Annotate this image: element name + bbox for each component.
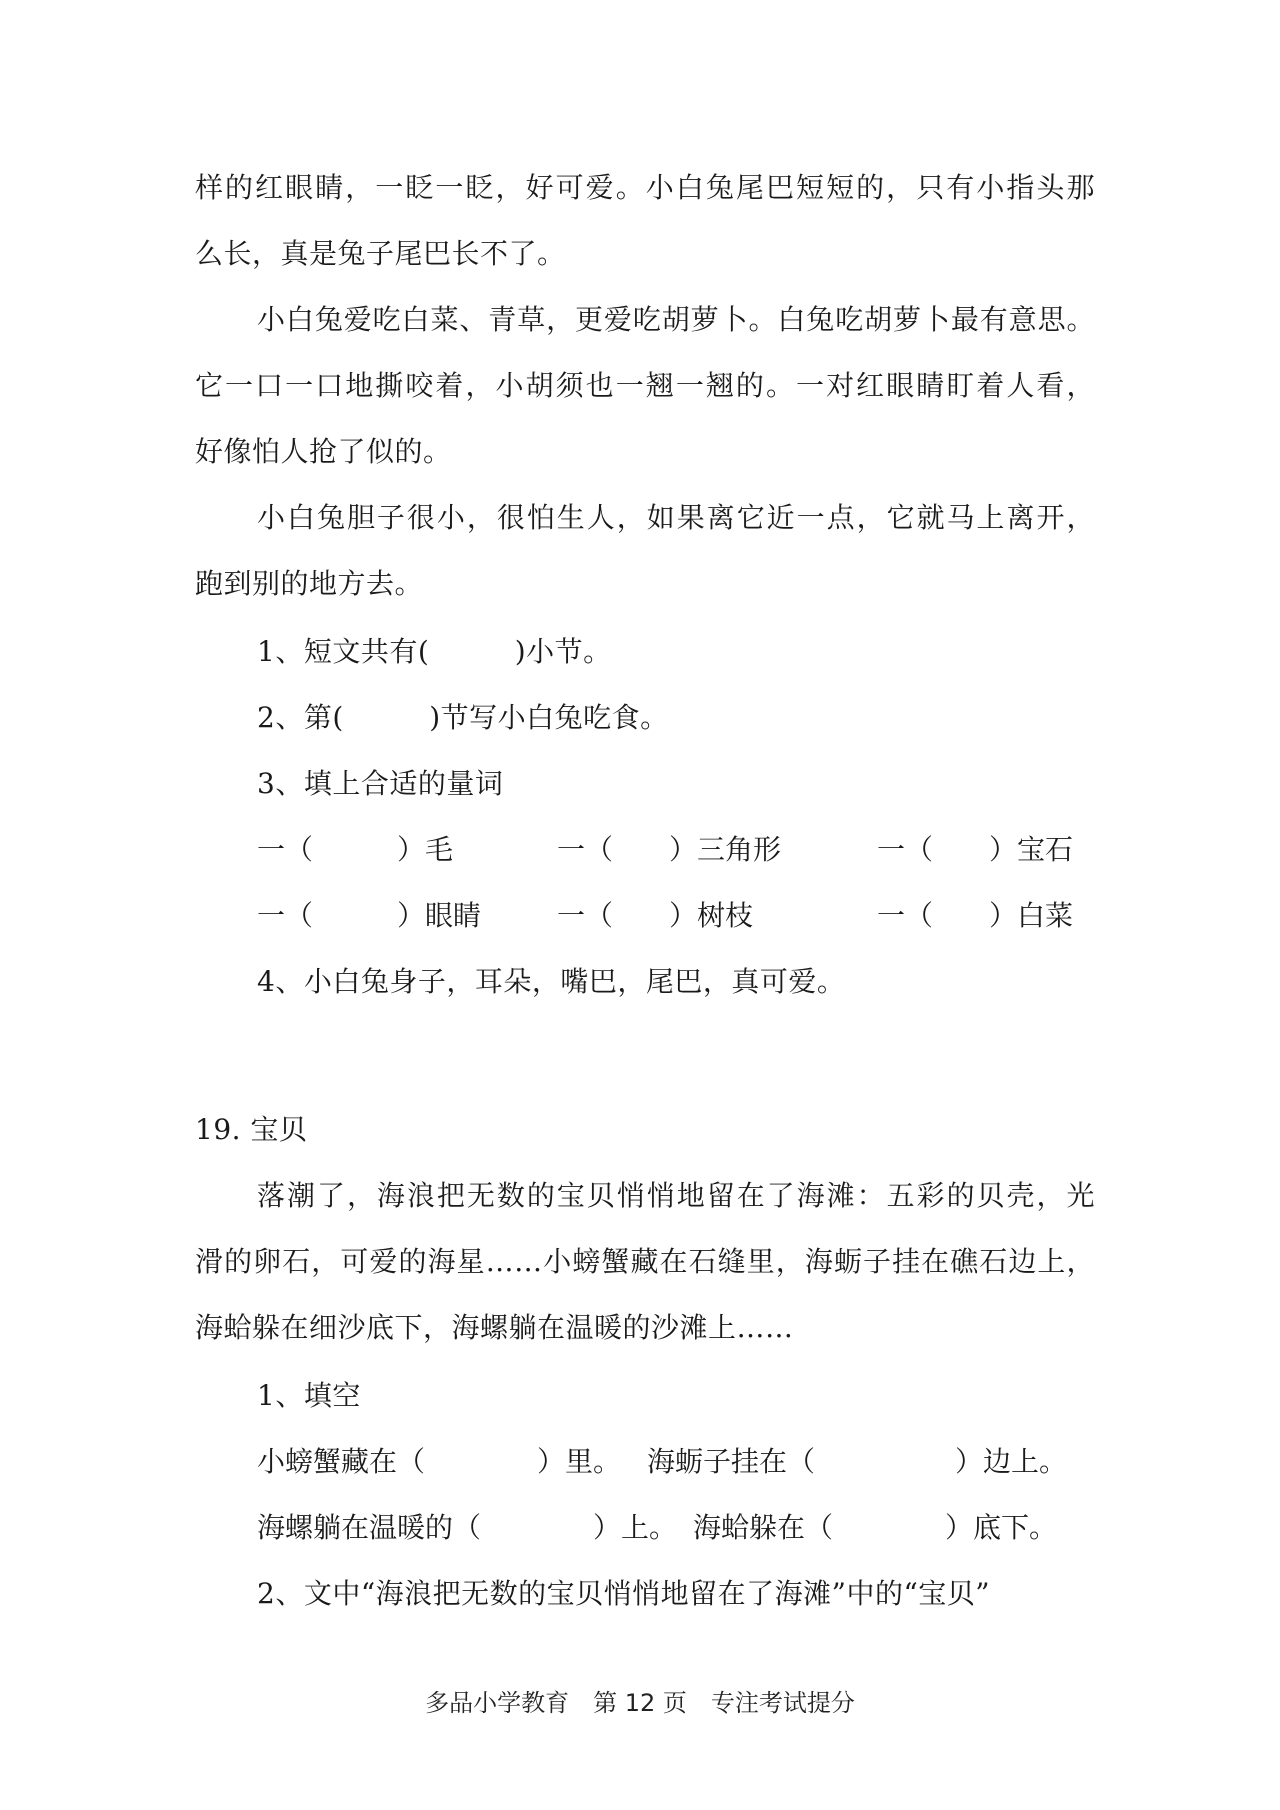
passage-line-3: 小白兔爱吃白菜、青草，更爱吃胡萝卜。白兔吃胡萝卜最有意思。 [257,303,1095,336]
fill-row-1 [257,1442,1095,1482]
fill-item: 海蛎子挂在（ ）边上。 [647,1445,1068,1478]
passage-line-7: 跑到别的地方去。 [195,567,424,600]
passage-line-5: 好像怕人抢了似的。 [195,435,452,468]
question-4: 4、小白兔身子，耳朵，嘴巴，尾巴，真可爱。 [257,965,846,998]
passage-line-4: 它一口一口地撕咬着，小胡须也一翘一翘的。一对红眼睛盯着人看， [195,369,1095,402]
fill-item: 海螺躺在温暖的（ ）上。 [257,1511,678,1544]
measure-item: 一（ ）树枝 [557,899,754,932]
measure-word-row-1 [257,830,1095,870]
fill-item: 海蛤躲在（ ）底下。 [693,1511,1058,1544]
passage-line-2: 么长，真是兔子尾巴长不了。 [195,237,566,270]
passage-line-1: 落潮了，海浪把无数的宝贝悄悄地留在了海滩：五彩的贝壳，光 [257,1179,1095,1212]
question-2: 2、文中“海浪把无数的宝贝悄悄地留在了海滩”中的“宝贝” [257,1577,991,1610]
measure-item: 一（ ）三角形 [557,833,782,866]
measure-item: 一（ ）宝石 [877,833,1074,866]
fill-row-2 [257,1508,1095,1548]
fill-item: 小螃蟹藏在（ ）里。 [257,1445,622,1478]
section-title: 19. 宝贝 [195,1113,308,1146]
question-2: 2、第( )节写小白兔吃食。 [257,701,669,734]
page-footer: 多品小学教育 第 12 页 专注考试提分 [425,1689,855,1717]
passage-line-2: 滑的卵石，可爱的海星……小螃蟹藏在石缝里，海蛎子挂在礁石边上， [195,1245,1095,1278]
passage-line-6: 小白兔胆子很小，很怕生人，如果离它近一点，它就马上离开， [257,501,1095,534]
measure-item: 一（ ）眼睛 [257,899,482,932]
question-1: 1、短文共有( )小节。 [257,635,612,668]
passage-line-1: 样的红眼睛，一眨一眨，好可爱。小白兔尾巴短短的，只有小指头那 [195,171,1095,204]
question-1: 1、填空 [257,1379,361,1412]
measure-item: 一（ ）毛 [257,833,454,866]
measure-word-row-2 [257,896,1095,936]
passage-line-3: 海蛤躲在细沙底下，海螺躺在温暖的沙滩上…… [195,1311,794,1344]
measure-item: 一（ ）白菜 [877,899,1074,932]
question-3: 3、填上合适的量词 [257,767,504,800]
